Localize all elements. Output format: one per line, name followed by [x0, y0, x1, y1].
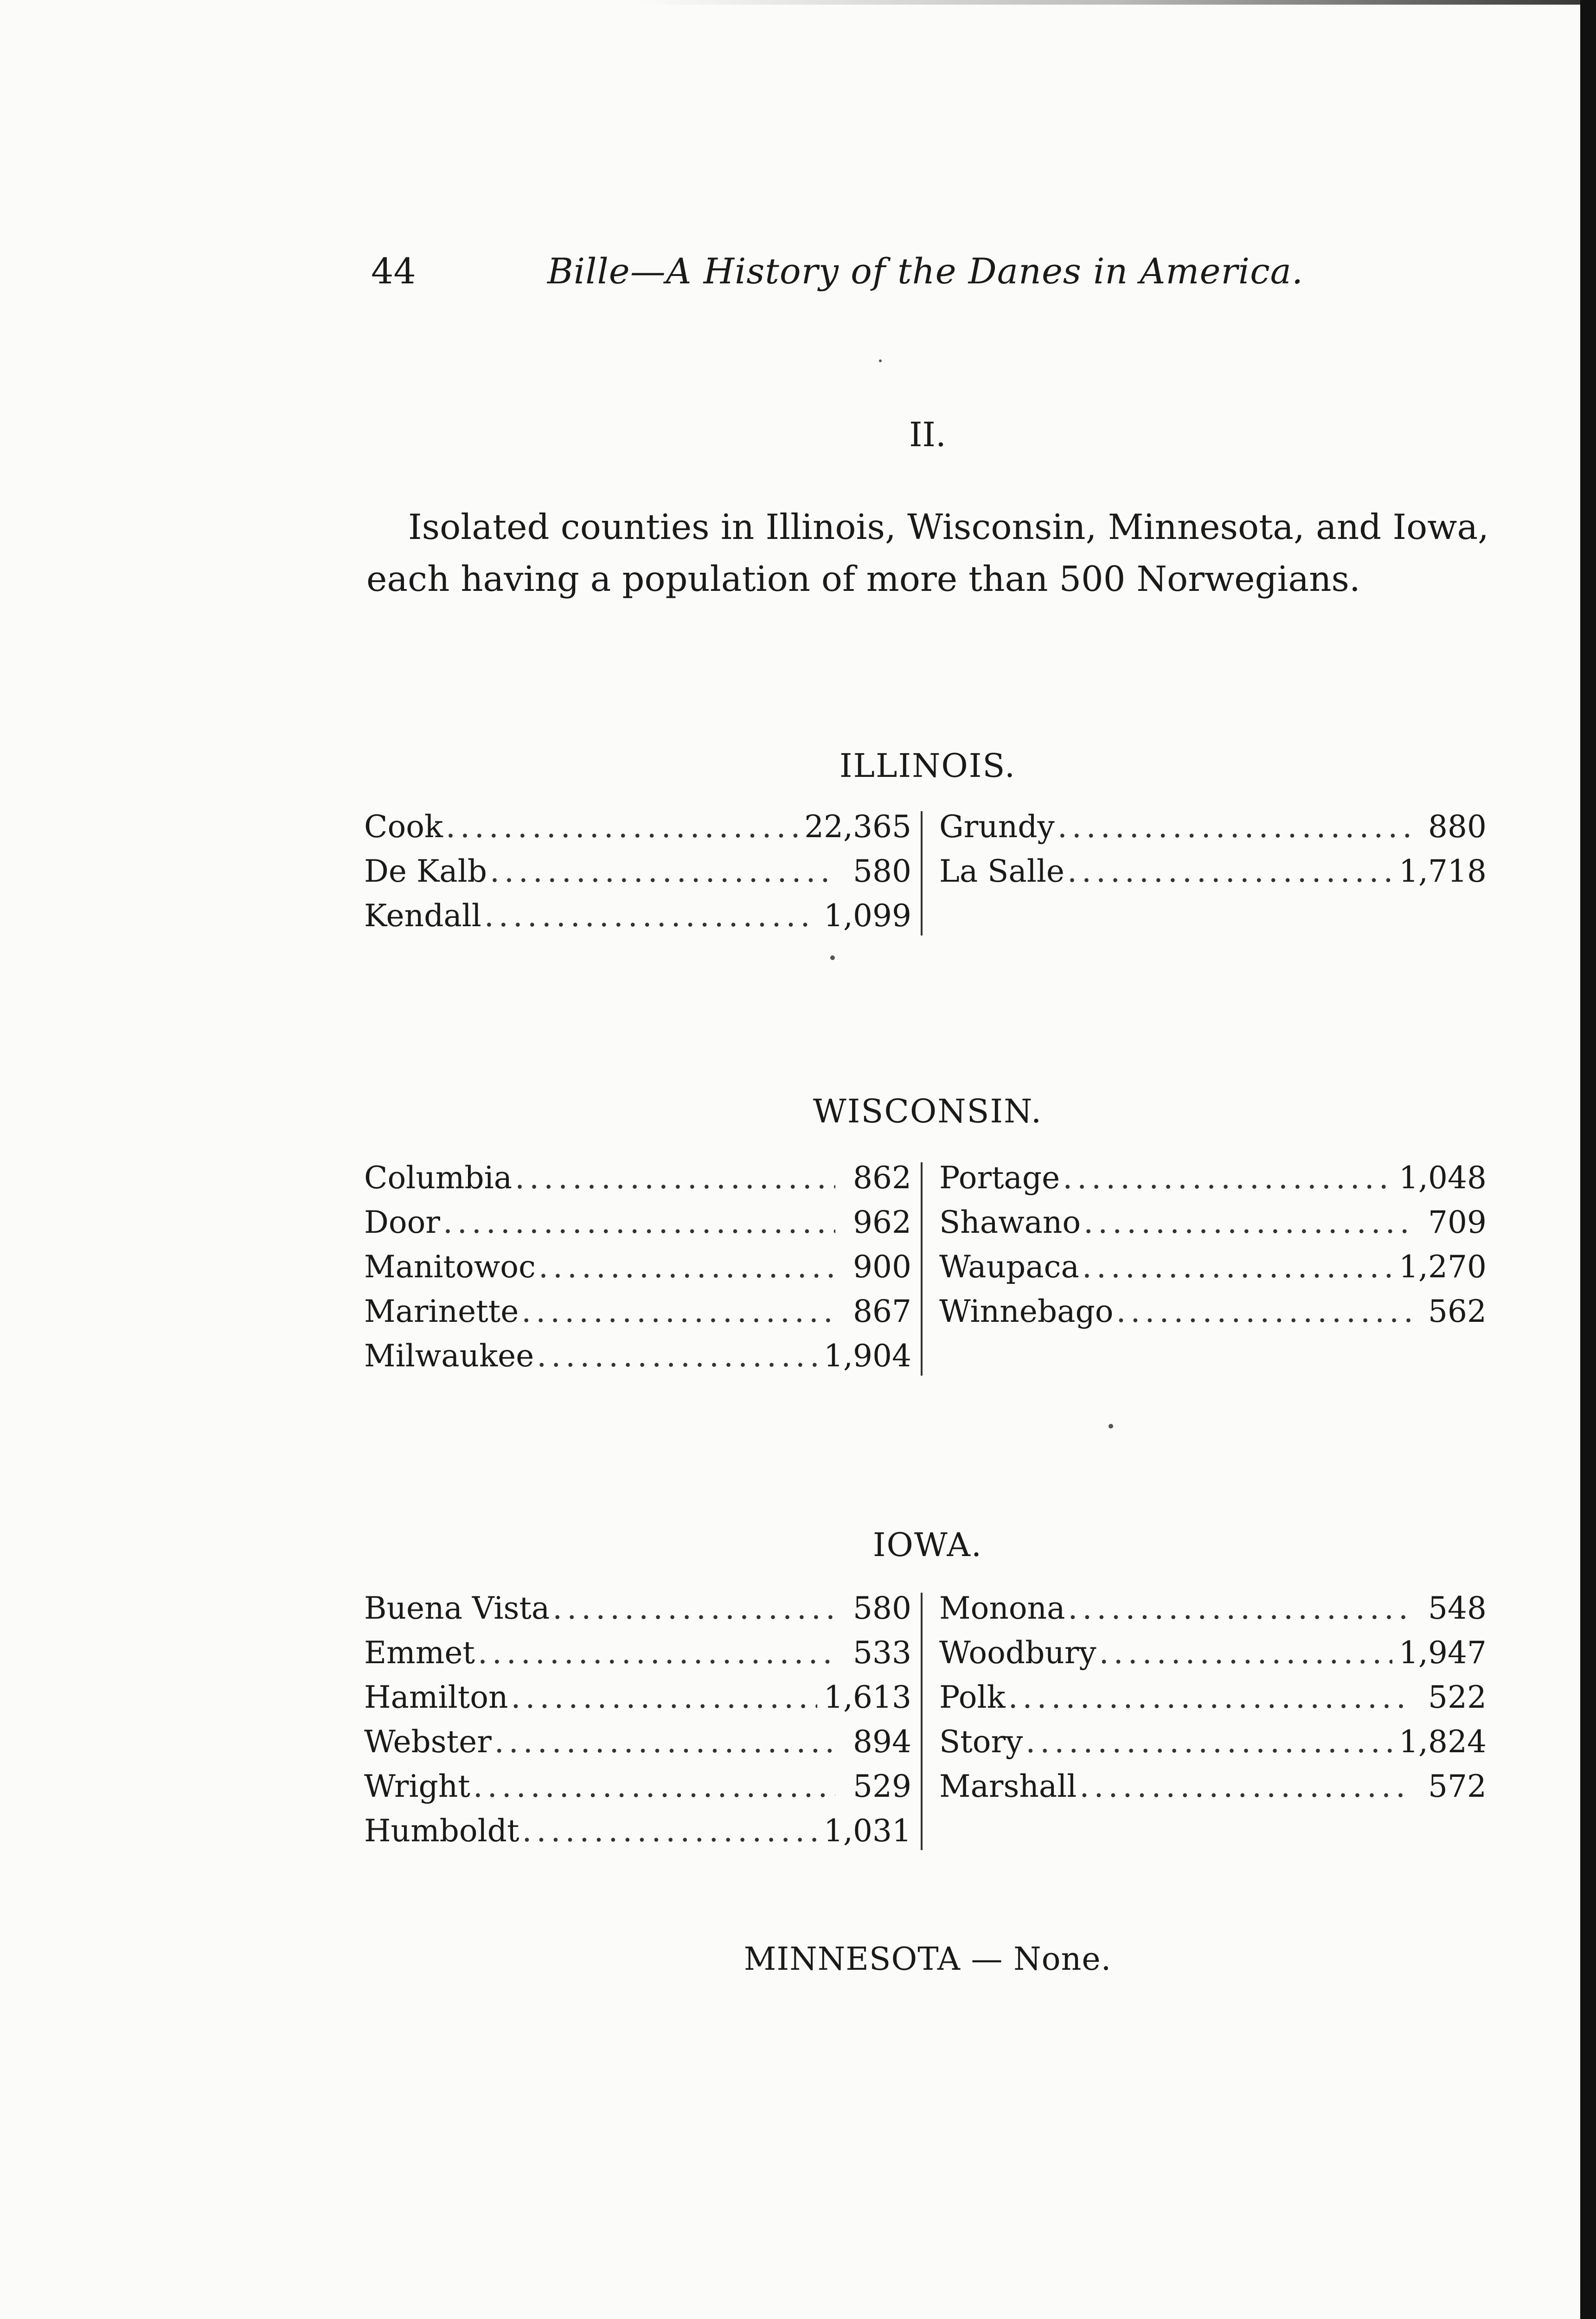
county-row	[364, 849, 911, 894]
county-population: 1,947	[1399, 1635, 1487, 1671]
dot-leader	[478, 1631, 835, 1675]
dot-leader	[443, 1200, 835, 1245]
county-row	[364, 1764, 911, 1809]
page-edge-top	[0, 0, 1596, 5]
intro-text: Isolated counties in Illinois, Wisconsin, Minnesota, and Iowa, each having a population of more than 500 Norwegians.	[366, 506, 1489, 599]
state-heading-wisconsin: WISCONSIN.	[813, 1092, 1043, 1130]
county-population: 1,718	[1399, 853, 1487, 889]
dot-leader	[484, 894, 817, 938]
county-population: 900	[853, 1249, 911, 1285]
state-heading-iowa: IOWA.	[872, 1526, 983, 1564]
county-row	[939, 1631, 1487, 1675]
county-row	[364, 1631, 911, 1675]
dot-leader	[473, 1764, 835, 1809]
county-population: 1,824	[1399, 1724, 1487, 1760]
dot-leader	[1116, 1289, 1410, 1334]
dot-leader	[1068, 1586, 1410, 1631]
dot-leader	[1083, 1200, 1410, 1245]
county-row	[939, 1675, 1487, 1720]
county-column-right	[939, 1586, 1487, 1809]
county-name: Wright	[364, 1768, 470, 1804]
county-name: Grundy	[939, 809, 1055, 845]
column-divider	[921, 811, 923, 935]
county-population: 580	[853, 1590, 911, 1626]
county-row	[939, 849, 1487, 894]
county-name: De Kalb	[364, 853, 487, 889]
dot-leader	[511, 1675, 817, 1720]
county-population: 572	[1428, 1768, 1487, 1804]
county-row	[939, 1764, 1487, 1809]
county-name: La Salle	[939, 853, 1064, 889]
county-name: Kendall	[364, 898, 481, 934]
county-name: Winnebago	[939, 1294, 1114, 1329]
county-column-left	[364, 1586, 911, 1853]
dot-leader	[538, 1245, 835, 1289]
county-row	[364, 805, 911, 849]
county-name: Columbia	[364, 1160, 513, 1196]
county-population: 1,031	[824, 1813, 911, 1849]
county-row	[364, 1200, 911, 1245]
county-population: 1,099	[824, 898, 911, 934]
county-row	[364, 1586, 911, 1631]
dot-leader	[1067, 849, 1392, 894]
county-population: 1,613	[824, 1679, 911, 1715]
dot-leader	[1079, 1764, 1410, 1809]
county-population: 880	[1428, 809, 1487, 845]
county-column-right	[939, 1156, 1487, 1334]
dot-leader	[537, 1334, 817, 1378]
dot-leader	[1026, 1720, 1392, 1764]
county-row	[939, 1200, 1487, 1245]
county-name: Humboldt	[364, 1813, 519, 1849]
county-population: 1,270	[1399, 1249, 1487, 1285]
county-name: Story	[939, 1724, 1023, 1760]
county-population: 1,048	[1399, 1160, 1487, 1196]
county-population: 709	[1428, 1204, 1487, 1240]
county-row	[364, 1334, 911, 1378]
dot-leader	[490, 849, 835, 894]
minnesota-note: MINNESOTA — None.	[744, 1941, 1112, 1978]
scan-speck	[1109, 1424, 1113, 1429]
county-name: Woodbury	[939, 1635, 1096, 1671]
county-name: Monona	[939, 1590, 1065, 1626]
dot-leader	[494, 1720, 835, 1764]
county-row	[364, 1720, 911, 1764]
county-row	[364, 1156, 911, 1200]
county-row	[364, 1809, 911, 1853]
county-name: Milwaukee	[364, 1338, 534, 1374]
county-row	[364, 1289, 911, 1334]
dot-leader	[521, 1289, 835, 1334]
county-population: 533	[853, 1635, 911, 1671]
county-population: 562	[1428, 1294, 1487, 1329]
county-population: 1,904	[824, 1338, 911, 1374]
county-name: Manitowoc	[364, 1249, 536, 1285]
county-row	[939, 1720, 1487, 1764]
county-name: Emmet	[364, 1635, 475, 1671]
county-name: Marshall	[939, 1768, 1077, 1804]
state-heading-illinois: ILLINOIS.	[839, 747, 1016, 785]
county-row	[364, 1245, 911, 1289]
column-divider	[921, 1593, 923, 1850]
county-row	[364, 894, 911, 938]
dot-leader	[1008, 1675, 1410, 1720]
county-name: Marinette	[364, 1294, 519, 1329]
county-name: Webster	[364, 1724, 492, 1760]
column-divider	[921, 1162, 923, 1376]
section-number: II.	[909, 415, 946, 454]
dot-leader	[446, 805, 798, 849]
county-row	[939, 1245, 1487, 1289]
county-population: 548	[1428, 1590, 1487, 1626]
county-name: Buena Vista	[364, 1590, 550, 1626]
county-name: Door	[364, 1204, 440, 1240]
county-population: 522	[1428, 1679, 1487, 1715]
county-row	[939, 1586, 1487, 1631]
dot-leader	[522, 1809, 818, 1853]
county-name: Cook	[364, 809, 443, 845]
running-title: Bille—A History of the Danes in America.	[547, 250, 1304, 292]
county-population: 580	[853, 853, 911, 889]
county-name: Shawano	[939, 1204, 1081, 1240]
dot-leader	[552, 1586, 835, 1631]
county-name: Portage	[939, 1160, 1060, 1196]
county-population: 894	[853, 1724, 911, 1760]
county-row	[939, 1289, 1487, 1334]
county-column-right	[939, 805, 1487, 894]
county-column-left	[364, 805, 911, 938]
dot-leader	[1099, 1631, 1392, 1675]
county-name: Hamilton	[364, 1679, 508, 1715]
county-population: 529	[853, 1768, 911, 1804]
county-column-left	[364, 1156, 911, 1378]
county-name: Polk	[939, 1679, 1006, 1715]
county-population: 862	[853, 1160, 911, 1196]
county-row	[939, 805, 1487, 849]
dot-leader	[1063, 1156, 1392, 1200]
county-row	[939, 1156, 1487, 1200]
running-head	[371, 250, 1317, 306]
county-row	[364, 1675, 911, 1720]
dot-leader	[1058, 805, 1410, 849]
county-name: Waupaca	[939, 1249, 1079, 1285]
scan-speck	[879, 359, 882, 362]
county-population: 867	[853, 1294, 911, 1329]
dot-leader	[515, 1156, 835, 1200]
scan-speck	[830, 955, 835, 960]
county-population: 962	[853, 1204, 911, 1240]
dot-leader	[1082, 1245, 1392, 1289]
county-population: 22,365	[804, 809, 911, 845]
intro-paragraph	[366, 501, 1489, 605]
page-number: 44	[371, 250, 416, 292]
